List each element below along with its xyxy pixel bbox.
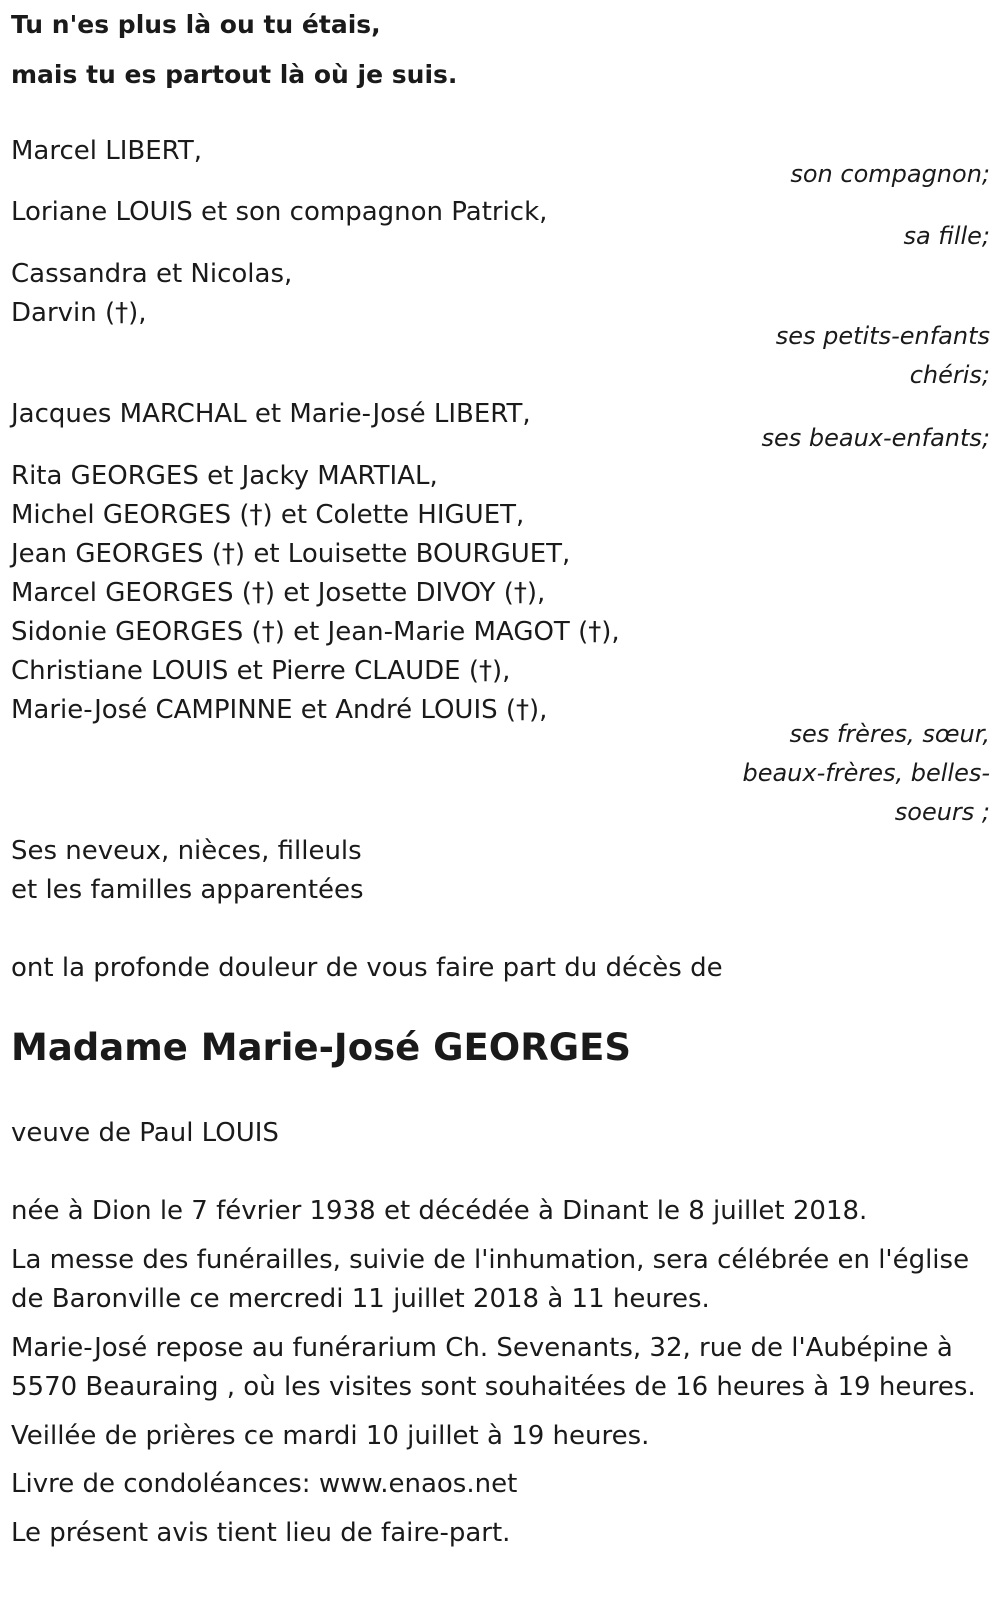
sibling-line: Jean GEORGES (†) et Louisette BOURGUET, xyxy=(11,539,571,569)
daughter-relation: sa fille; xyxy=(903,222,990,250)
sibling-line: Marcel GEORGES (†) et Josette DIVOY (†), xyxy=(11,578,546,608)
notice-line: Le présent avis tient lieu de faire-part. xyxy=(11,1518,511,1548)
grandchildren-relation-1: ses petits-enfants xyxy=(775,322,990,350)
partner-name: Marcel LIBERT, xyxy=(11,136,203,166)
funeral-line-1: La messe des funérailles, suivie de l'inhumation, sera célébrée en l'église xyxy=(11,1245,970,1275)
extended-family-line-1: Ses neveux, nièces, filleuls xyxy=(11,836,362,866)
partner-relation: son compagnon; xyxy=(790,160,990,188)
repose-line-1: Marie-José repose au funérarium Ch. Sevenants, 32, rue de l'Aubépine à xyxy=(11,1333,953,1363)
grandchildren-relation-2: chéris; xyxy=(909,361,990,389)
grandchildren-line-2: Darvin (†), xyxy=(11,298,147,328)
siblings-relation-3: soeurs ; xyxy=(894,798,990,826)
sibling-line: Michel GEORGES (†) et Colette HIGUET, xyxy=(11,500,525,530)
extended-family-line-2: et les familles apparentées xyxy=(11,875,364,905)
siblings-relation-2: beaux-frères, belles- xyxy=(742,759,990,787)
sibling-line: Christiane LOUIS et Pierre CLAUDE (†), xyxy=(11,656,511,686)
condolences-line: Livre de condoléances: www.enaos.net xyxy=(11,1469,518,1499)
sibling-line: Marie-José CAMPINNE et André LOUIS (†), xyxy=(11,695,548,725)
announcement-intro: ont la profonde douleur de vous faire part du décès de xyxy=(11,953,723,983)
daughter-name: Loriane LOUIS et son compagnon Patrick, xyxy=(11,197,548,227)
epigraph-line-1: Tu n'es plus là ou tu étais, xyxy=(11,10,381,39)
vigil-line: Veillée de prières ce mardi 10 juillet à 19 heures. xyxy=(11,1421,650,1451)
stepchildren-relation: ses beaux-enfants; xyxy=(761,424,990,452)
repose-line-2: 5570 Beauraing , où les visites sont souhaitées de 16 heures à 19 heures. xyxy=(11,1372,976,1402)
siblings-relation-1: ses frères, sœur, xyxy=(789,720,990,748)
sibling-line: Sidonie GEORGES (†) et Jean-Marie MAGOT (†), xyxy=(11,617,620,647)
deceased-name: Madame Marie-José GEORGES xyxy=(11,1026,632,1069)
grandchildren-line-1: Cassandra et Nicolas, xyxy=(11,259,293,289)
epigraph-line-2: mais tu es partout là où je suis. xyxy=(11,60,458,89)
widow-of: veuve de Paul LOUIS xyxy=(11,1118,279,1148)
stepchildren-name: Jacques MARCHAL et Marie-José LIBERT, xyxy=(11,399,531,429)
sibling-line: Rita GEORGES et Jacky MARTIAL, xyxy=(11,461,438,491)
funeral-line-2: de Baronville ce mercredi 11 juillet 2018 à 11 heures. xyxy=(11,1284,710,1314)
birth-death-dates: née à Dion le 7 février 1938 et décédée à Dinant le 8 juillet 2018. xyxy=(11,1196,868,1226)
